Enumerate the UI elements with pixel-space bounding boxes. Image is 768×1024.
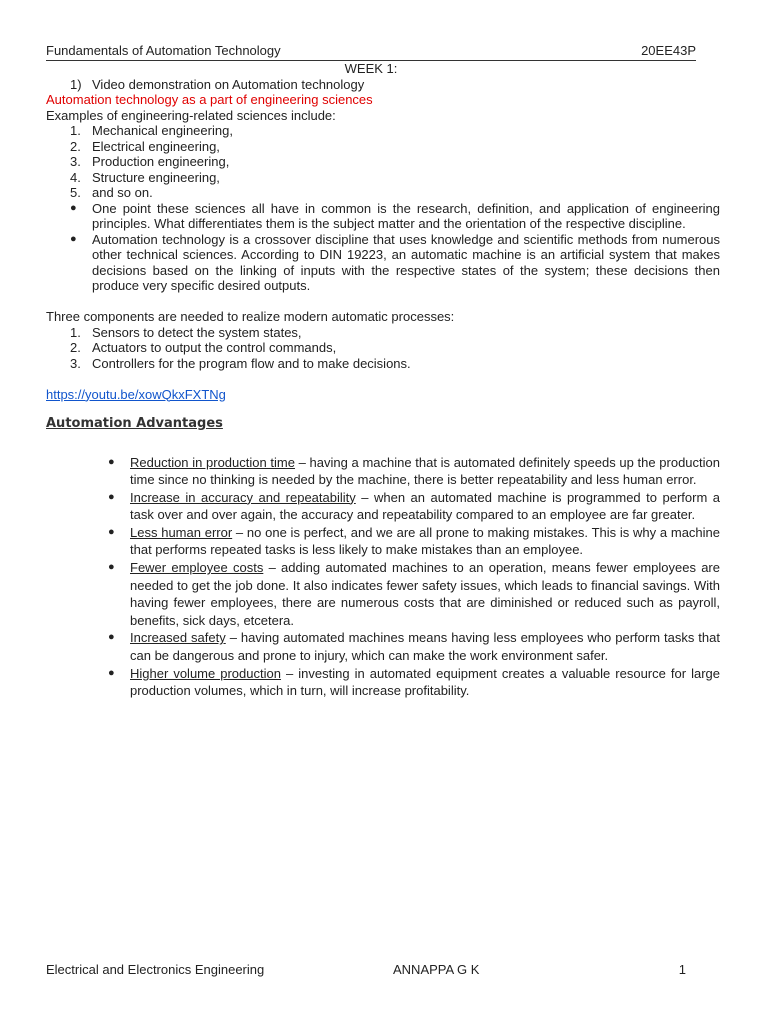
list-text: Controllers for the program flow and to make decisions. bbox=[92, 355, 411, 371]
bullet-item bbox=[46, 232, 720, 294]
bullet-icon: ● bbox=[108, 455, 115, 468]
advantage-item bbox=[46, 489, 720, 524]
advantage-term: Higher volume production bbox=[130, 665, 281, 681]
bullet-icon: ● bbox=[108, 525, 115, 538]
list-item bbox=[46, 185, 720, 201]
course-title: Fundamentals of Automation Technology bbox=[46, 43, 281, 58]
bullet-icon: ● bbox=[108, 631, 115, 644]
advantage-term: Increase in accuracy and repeatability bbox=[130, 489, 356, 505]
advantages-list bbox=[46, 454, 720, 700]
examples-list bbox=[46, 123, 720, 201]
list-item bbox=[46, 325, 720, 341]
list-number: 3. bbox=[70, 154, 81, 169]
advantage-text: – when an automated machine is programmed to perform a task over and over again, the accuracy and repeatability compared to an employee are far greater. bbox=[130, 489, 720, 523]
list-number: 5. bbox=[70, 185, 81, 200]
topic-text: Video demonstration on Automation technology bbox=[92, 76, 365, 92]
advantage-item bbox=[46, 629, 720, 664]
list-number: 1. bbox=[70, 324, 81, 340]
bullet-item bbox=[46, 201, 720, 232]
components-intro: Three components are needed to realize modern automatic processes: bbox=[46, 309, 455, 324]
page-header bbox=[46, 44, 696, 61]
list-item bbox=[46, 356, 720, 372]
list-text: Actuators to output the control commands, bbox=[92, 340, 337, 355]
list-item bbox=[46, 139, 720, 155]
bullet-icon: ● bbox=[70, 201, 77, 214]
list-number: 2. bbox=[70, 340, 81, 355]
list-item bbox=[46, 123, 720, 139]
list-text: Electrical engineering, bbox=[92, 138, 220, 154]
list-number: 2. bbox=[70, 138, 81, 154]
advantage-text: – investing in automated equipment creates a valuable resource for large production volumes, which in turn, will increase profitability. bbox=[130, 665, 720, 699]
topic-number: 1) bbox=[70, 76, 82, 92]
advantage-term: Fewer employee costs bbox=[130, 560, 264, 576]
list-number: 3. bbox=[70, 355, 81, 371]
list-text: Mechanical engineering, bbox=[92, 123, 233, 138]
list-item bbox=[46, 154, 720, 170]
list-text: Production engineering, bbox=[92, 154, 230, 169]
bullet-icon: ● bbox=[108, 490, 115, 503]
components-list bbox=[46, 325, 720, 372]
advantage-text: – no one is perfect, and we are all prone to making mistakes. This is why a machine that performs repeated tasks is less likely to make mistakes than an employee. bbox=[130, 524, 720, 558]
advantage-item bbox=[46, 665, 720, 700]
list-text: Structure engineering, bbox=[92, 169, 220, 185]
list-text: and so on. bbox=[92, 185, 153, 200]
advantage-text: – having a machine that is automated definitely speeds up the production time since no thinking is needed by the machine, there is better repeatability and less human error. bbox=[130, 454, 720, 488]
examples-intro: Examples of engineering-related sciences include: bbox=[46, 107, 336, 123]
list-item bbox=[46, 340, 720, 356]
advantage-item bbox=[46, 524, 720, 559]
advantage-text: – adding automated machines to an operation, means fewer employees are needed to get the job done. It also indicates fewer safety issues, which leads to financial savings. With having fewer employees, there are numerous costs that are diminished or reduced such as payroll, benefits, sick days, etcetera. bbox=[130, 560, 720, 628]
bullet-icon: ● bbox=[108, 666, 115, 679]
list-number: 4. bbox=[70, 169, 81, 185]
author-name: ANNAPPA G K bbox=[393, 962, 480, 977]
list-number: 1. bbox=[70, 123, 81, 138]
bullet-text: Automation technology is a crossover discipline that uses knowledge and scientific methods from numerous other technical sciences. According to DIN 19223, an automatic machine is an artificial system that makes decisions based on the linking of inputs with the respective states of the system; these decisions then produce very specific desired outputs. bbox=[92, 231, 720, 293]
page-number: 1 bbox=[678, 962, 686, 977]
advantage-item bbox=[46, 454, 720, 489]
section-title: Automation technology as a part of engineering sciences bbox=[46, 92, 373, 107]
course-code: 20EE43P bbox=[641, 43, 696, 58]
week-heading: WEEK 1: bbox=[344, 61, 398, 76]
department-name: Electrical and Electronics Engineering bbox=[46, 962, 265, 977]
advantage-term: Less human error bbox=[130, 524, 233, 540]
advantages-heading: Automation Advantages bbox=[46, 416, 223, 431]
bullet-text: One point these sciences all have in common is the research, definition, and application of engineering principles. What differentiates them is the subject matter and the orientation of the respective discipline. bbox=[92, 200, 720, 231]
topic-item bbox=[46, 77, 720, 93]
list-item bbox=[46, 170, 720, 186]
advantage-term: Increased safety bbox=[130, 630, 226, 646]
video-link[interactable]: https://youtu.be/xowQkxFXTNg bbox=[46, 386, 226, 402]
bullet-icon: ● bbox=[70, 232, 77, 245]
list-text: Sensors to detect the system states, bbox=[92, 324, 302, 340]
advantage-item bbox=[46, 559, 720, 629]
advantage-term: Reduction in production time bbox=[130, 454, 295, 470]
advantage-text: – having automated machines means having less employees who perform tasks that can be dangerous and prone to injury, which can make the work environment safer. bbox=[130, 630, 720, 664]
document-body bbox=[46, 61, 720, 700]
bullet-icon: ● bbox=[108, 561, 115, 574]
